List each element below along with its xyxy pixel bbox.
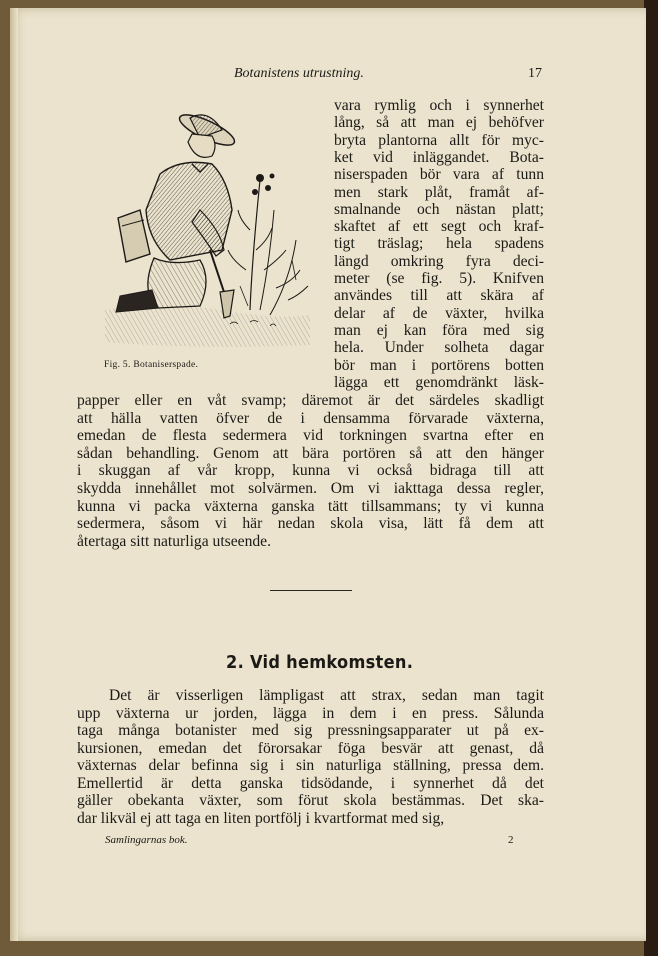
text-line: kunna vi packa växterna ganska tätt tillsammans; ty vi kunna bbox=[77, 497, 544, 515]
text-line: skydda innehållet mot solvärmen. Om vi iakttaga dessa regler, bbox=[77, 480, 544, 497]
signature-number: 2 bbox=[508, 834, 514, 846]
text-line: gäller obekanta växter, som förut skola bestämmas. Det ska- bbox=[77, 792, 544, 809]
text-line: växternas delar befinna sig i sin naturliga ställning, pressa dem. bbox=[77, 757, 544, 774]
text-line: bryta plantorna allt för myc- bbox=[334, 131, 544, 149]
text-line: hela. Under solheta dagar bbox=[334, 339, 544, 357]
text-line: men stark plåt, framåt af- bbox=[334, 183, 544, 201]
text-line: vara rymlig och i synnerhet bbox=[334, 97, 544, 114]
text-line: emedan de flesta sedermera vid torkningen svartna efter en bbox=[77, 427, 544, 445]
section-divider-rule bbox=[270, 590, 352, 591]
text-line: papper eller en våt svamp; däremot är det särdeles skadligt bbox=[77, 392, 544, 409]
text-line: lägga ett genomdränkt läsk- bbox=[334, 373, 544, 391]
page-gutter bbox=[10, 8, 18, 941]
text-line: smalnande och nästan platt; bbox=[334, 200, 544, 218]
text-line: delar af de växter, hvilka bbox=[334, 304, 544, 322]
text-line: Emellertid är detta ganska tidsödande, i synnerhet då det bbox=[77, 774, 544, 792]
text-line: i skuggan af vår kropp, kunna vi också bidraga till att bbox=[77, 462, 544, 480]
text-line: taga många botanister med sig pressningsapparater ut på ex- bbox=[77, 722, 544, 739]
text-line: att hälla vatten öfver de i densamma förvarade växterna, bbox=[77, 409, 544, 427]
text-line: lång, så att man ej behöfver bbox=[334, 114, 544, 132]
botanist-illustration bbox=[100, 110, 315, 355]
text-line: dar likväl ej att taga en liten portfölj i kvartformat med sig, bbox=[77, 809, 445, 827]
text-line: kursionen, emedan det förorsakar föga besvär att genast, då bbox=[77, 739, 544, 757]
text-line: tigt träslag; hela spadens bbox=[334, 235, 544, 253]
text-line: sådan behandling. Genom att bära portören så att den hänger bbox=[77, 444, 544, 462]
book-edge-shadow bbox=[644, 0, 658, 956]
text-line: man ej kan föra med sig bbox=[334, 321, 544, 339]
signature-title: Samlingarnas bok. bbox=[105, 834, 188, 846]
text-line: användes till att skära af bbox=[334, 287, 544, 305]
text-line: bör man i portörens botten bbox=[334, 356, 544, 374]
page-number: 17 bbox=[528, 66, 542, 81]
text-line: niserspaden bör vara af tunn bbox=[334, 166, 544, 184]
figure-caption: Fig. 5. Botaniserspade. bbox=[104, 360, 199, 370]
text-line: återtaga sitt naturliga utseende. bbox=[77, 532, 271, 550]
running-header: Botanistens utrustning. bbox=[234, 66, 364, 81]
text-line: meter (se fig. 5). Knifven bbox=[334, 270, 544, 287]
text-line: sedermera, såsom vi här nedan skola visa, lätt få dem att bbox=[77, 515, 544, 533]
text-line: skaftet af ett segt och kraf- bbox=[334, 218, 544, 236]
text-line: längd omkring fyra deci- bbox=[334, 252, 544, 270]
text-line: Det är visserligen lämpligast att strax, sedan man tagit bbox=[109, 687, 544, 704]
section-heading: 2. Vid hemkomsten. bbox=[226, 652, 414, 673]
text-line: ket vid inläggandet. Bota- bbox=[334, 148, 544, 166]
text-line: upp växterna ur jorden, lägga in dem i en press. Sålunda bbox=[77, 704, 544, 722]
